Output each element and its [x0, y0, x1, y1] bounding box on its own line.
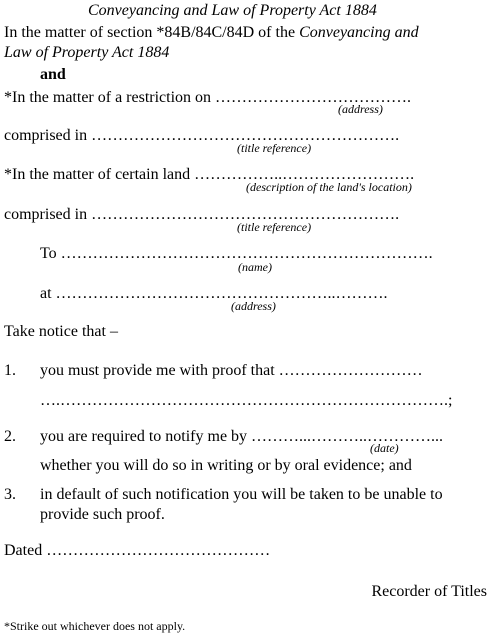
act-title: Conveyancing and Law of Property Act 1884: [88, 2, 377, 19]
land-label: *In the matter of certain land: [4, 166, 191, 183]
matter-line-1: [4, 24, 419, 42]
date-caption: (date): [370, 441, 399, 455]
item-1-number: 1.: [4, 362, 16, 379]
at-label: at: [40, 285, 52, 302]
comprised-in-field-1: [4, 127, 399, 145]
item-3-line-2: provide such proof.: [40, 506, 165, 523]
act-name-part2: Law of Property Act 1884: [4, 44, 170, 61]
to-dots: …………………………………………………………….: [60, 245, 433, 262]
restriction-caption: (address): [338, 102, 383, 116]
at-field: [40, 285, 388, 303]
item-1-line-1: you must provide me with proof that ………………………: [40, 362, 423, 379]
item-2-line-2: whether you will do so in writing or by oral evidence; and: [40, 457, 412, 474]
comprised-in-field-2: [4, 206, 399, 224]
to-field: [40, 245, 433, 263]
and-heading: and: [40, 66, 66, 83]
comprised-in-dots-2: ………………………………………………….: [91, 206, 400, 223]
item-3-line-1: in default of such notification you will be taken to be unable to: [40, 486, 443, 503]
comprised-in-label-2: comprised in: [4, 206, 88, 223]
to-caption: (name): [238, 260, 272, 274]
comprised-in-caption-2: (title reference): [237, 220, 312, 234]
restriction-label: *In the matter of a restriction on: [4, 89, 212, 106]
land-dots: ……………..…………………….: [194, 166, 415, 183]
land-caption: (description of the land's location): [246, 180, 412, 194]
item-3-number: 3.: [4, 486, 16, 503]
notice-heading: Take notice that –: [4, 323, 118, 340]
to-label: To: [40, 245, 57, 262]
comprised-in-dots-1: ………………………………………………….: [91, 127, 400, 144]
at-dots: ……………………………………………..……….: [55, 285, 388, 302]
recorder-signature-label: Recorder of Titles: [371, 583, 487, 600]
item-2-line-1: you are required to notify me by ………...………..…………...: [40, 428, 444, 445]
item-1-line-2: ….……………………………………………………………….;: [40, 392, 453, 409]
at-caption: (address): [231, 299, 276, 313]
restriction-dots: ……………………………….: [215, 89, 412, 106]
comprised-in-caption-1: (title reference): [237, 141, 312, 155]
act-name-part1: Conveyancing and: [299, 24, 419, 41]
comprised-in-label-1: comprised in: [4, 127, 88, 144]
footnote: *Strike out whichever does not apply.: [4, 619, 186, 633]
item-2-number: 2.: [4, 428, 16, 445]
dated-line: Dated ……………………………………: [4, 542, 271, 559]
matter-line-1-text: In the matter of section *84B/84C/84D of the: [4, 24, 300, 41]
